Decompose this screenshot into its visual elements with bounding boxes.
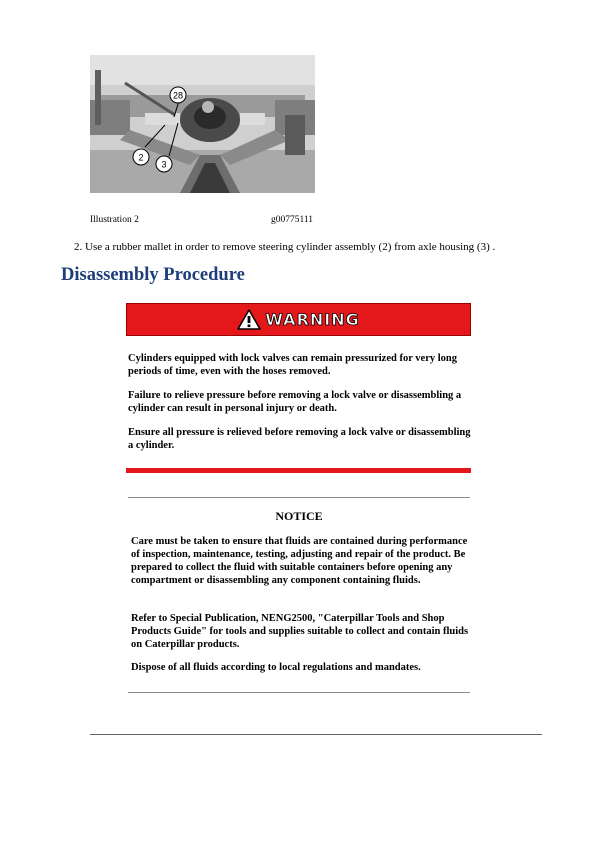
illustration-id: g00775111 <box>271 215 314 225</box>
notice-top-rule <box>128 497 470 498</box>
warning-paragraph: Failure to relieve pressure before removing a lock valve or disassembling a cylinder can result in personal injury or death. <box>128 390 462 414</box>
callout-28 <box>170 87 186 103</box>
notice-title: NOTICE <box>275 509 323 523</box>
callout-3 <box>156 156 172 172</box>
procedure-step <box>74 241 495 253</box>
step-text: Use a rubber mallet in order to remove steering cylinder assembly (2) from axle housing (3) . <box>85 241 496 253</box>
warning-label: WARNING <box>265 310 360 329</box>
warning-paragraph: Cylinders equipped with lock valves can remain pressurized for very long periods of time, even with the hoses removed. <box>128 353 458 377</box>
warning-paragraph: Ensure all pressure is relieved before removing a lock valve or disassembling a cylinder. <box>128 427 471 451</box>
illustration-caption: Illustration 2 <box>90 215 139 225</box>
section-title: Disassembly Procedure <box>61 265 245 285</box>
notice-paragraph: Dispose of all fluids according to local regulations and mandates. <box>131 662 421 673</box>
page-divider <box>90 734 542 735</box>
illustration-photo <box>90 55 315 193</box>
steering-cylinder-photo <box>90 55 315 193</box>
callout-2 <box>133 149 149 165</box>
notice-paragraph: Care must be taken to ensure that fluids are contained during performance of inspection, maintenance, testing, adjusting and repair of the product. Be prepared to collect the fluid with suitable containers before opening any compartment or disassembling any component containing fluids. <box>131 536 468 586</box>
svg-text:3: 3 <box>161 159 167 170</box>
warning-banner <box>126 303 471 336</box>
svg-text:28: 28 <box>172 90 184 101</box>
notice-bottom-rule <box>128 692 470 693</box>
svg-text:2: 2 <box>138 152 144 163</box>
notice-paragraph: Refer to Special Publication, NENG2500, "Caterpillar Tools and Shop Products Guide" for tools and supplies suitable to collect and contain fluids on Caterpillar products. <box>131 613 469 650</box>
step-number: 2. <box>74 241 83 253</box>
warning-triangle-icon <box>237 309 261 330</box>
warning-bottom-bar <box>126 468 471 473</box>
